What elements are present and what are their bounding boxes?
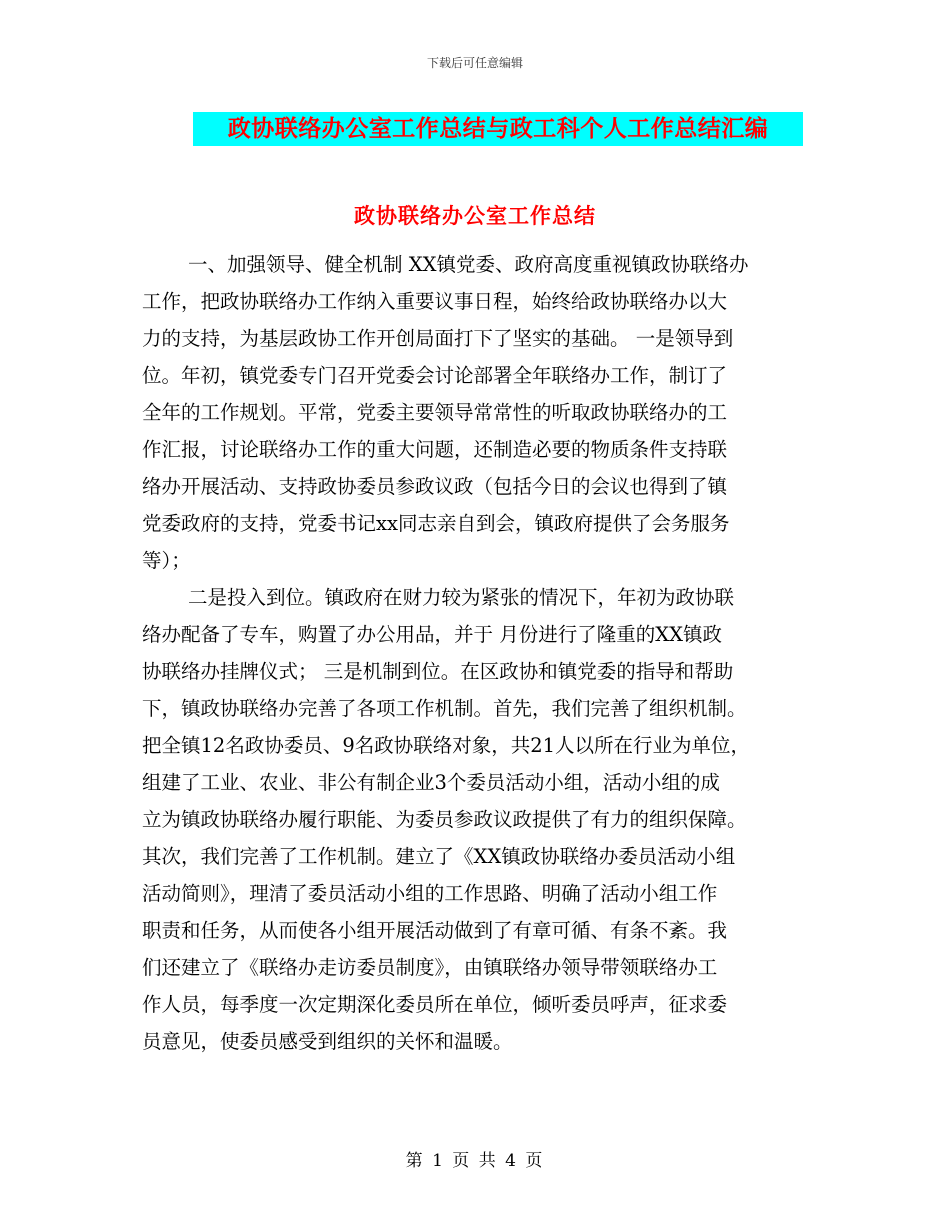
paragraph-line: 立为镇政协联络办履行职能、为委员参政议政提供了有力的组织保障。 bbox=[142, 808, 747, 831]
page-number: 第 1 页 共 4 页 bbox=[405, 1151, 545, 1171]
paragraph-line: 等）； bbox=[142, 549, 191, 572]
paragraph-line: 全年的工作规划。平常，党委主要领导常常性的听取政协联络办的工 bbox=[142, 401, 728, 424]
main-title: 政协联络办公室工作总结与政工科个人工作总结汇编 bbox=[227, 116, 769, 142]
paragraph-line: 络办开展活动、支持政协委员参政议政（包括今日的会议也得到了镇 bbox=[142, 475, 728, 498]
paragraph-line: 员意见，使委员感受到组织的关怀和温暖。 bbox=[142, 1030, 513, 1053]
body-text bbox=[142, 246, 812, 1060]
paragraph-line: 位。年初，镇党委专门召开党委会讨论部署全年联络办工作，制订了 bbox=[142, 364, 728, 387]
main-title-highlight bbox=[193, 112, 803, 146]
paragraph-line: 组建了工业、农业、非公有制企业3个委员活动小组，活动小组的成 bbox=[142, 771, 720, 794]
paragraph-line: 把全镇12名政协委员、9名政协联络对象，共21人以所在行业为单位， bbox=[142, 734, 751, 757]
section-title: 政协联络办公室工作总结 bbox=[354, 204, 596, 228]
paragraph-line: 络办配备了专车，购置了办公用品，并于 月份进行了隆重的XX镇政 bbox=[142, 623, 722, 646]
paragraph-line: 党委政府的支持，党委书记xx同志亲自到会，镇政府提供了会务服务 bbox=[142, 512, 730, 535]
page-header-note: 下载后可任意编辑 bbox=[426, 56, 523, 70]
paragraph-line: 作人员，每季度一次定期深化委员所在单位，倾听委员呼声，征求委 bbox=[142, 993, 728, 1016]
paragraph-line: 一、加强领导、健全机制 XX镇党委、政府高度重视镇政协联络办 bbox=[188, 253, 749, 276]
paragraph-line: 职责和任务，从而使各小组开展活动做到了有章可循、有条不紊。我 bbox=[142, 919, 728, 942]
paragraph-line: 协联络办挂牌仪式； 三是机制到位。在区政协和镇党委的指导和帮助 bbox=[142, 660, 734, 683]
paragraph-line: 作汇报，讨论联络办工作的重大问题，还制造必要的物质条件支持联 bbox=[142, 438, 728, 461]
paragraph-line: 二是投入到位。镇政府在财力较为紧张的情况下，年初为政协联 bbox=[188, 586, 735, 609]
paragraph-line: 下，镇政协联络办完善了各项工作机制。首先，我们完善了组织机制。 bbox=[142, 697, 747, 720]
paragraph-line: 力的支持，为基层政协工作开创局面打下了坚实的基础。 一是领导到 bbox=[142, 327, 734, 350]
paragraph-line: 活动简则》，理清了委员活动小组的工作思路、明确了活动小组工作 bbox=[142, 882, 718, 905]
paragraph-line: 们还建立了《联络办走访委员制度》，由镇联络办领导带领联络办工 bbox=[142, 956, 718, 979]
paragraph-line: 其次，我们完善了工作机制。建立了《XX镇政协联络办委员活动小组 bbox=[142, 845, 736, 868]
paragraph-line: 工作，把政协联络办工作纳入重要议事日程，始终给政协联络办以大 bbox=[142, 290, 728, 313]
